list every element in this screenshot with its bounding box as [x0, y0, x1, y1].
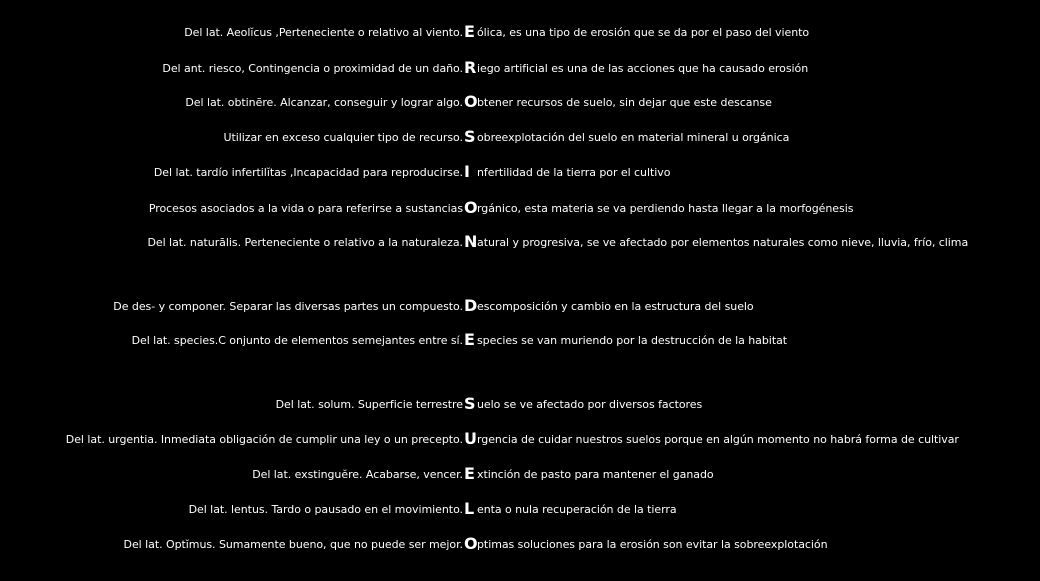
acrostic-letter: O — [464, 534, 478, 553]
acrostic-letter: U — [464, 429, 477, 448]
acrostic-letter: E — [464, 464, 475, 483]
acrostic-letter: S — [464, 127, 476, 146]
row-phrase: rgencia de cuidar nuestros suelos porque en algún momento no habrá forma de cultivar — [477, 433, 959, 446]
acrostic-letter: S — [464, 394, 476, 413]
acrostic-letter: D — [464, 296, 478, 315]
acrostic-row — [0, 500, 1040, 520]
acrostic-letter: I — [464, 162, 470, 181]
acrostic-letter: N — [464, 232, 478, 251]
row-definition: Del lat. obtinēre. Alcanzar, conseguir y lograr algo. — [185, 96, 463, 109]
row-definition: Del lat. Optĭmus. Sumamente bueno, que no puede ser mejor. — [123, 538, 463, 551]
acrostic-letter: O — [464, 92, 478, 111]
acrostic-row — [0, 93, 1040, 113]
row-phrase: enta o nula recuperación de la tierra — [477, 503, 677, 516]
row-phrase: iego artificial es una de las acciones que ha causado erosión — [477, 62, 809, 75]
row-definition: Procesos asociados a la vida o para referirse a sustancias — [148, 202, 463, 215]
row-phrase: btener recursos de suelo, sin dejar que este descanse — [477, 96, 772, 109]
row-definition: Del ant. riesco, Contingencia o proximidad de un daño. — [162, 62, 463, 75]
row-phrase: ólica, es una tipo de erosión que se da por el paso del viento — [477, 26, 810, 39]
row-phrase: species se van muriendo por la destrucción de la habitat — [477, 334, 788, 347]
row-phrase: ptimas soluciones para la erosión son evitar la sobreexplotación — [477, 538, 828, 551]
row-definition: Del lat. exstinguĕre. Acabarse, vencer. — [252, 468, 463, 481]
acrostic-row — [0, 199, 1040, 219]
acrostic-row — [0, 465, 1040, 485]
row-definition: Del lat. Aeolĭcus ,Perteneciente o relativo al viento. — [184, 26, 463, 39]
row-definition: Del lat. naturālis. Perteneciente o relativo a la naturaleza. — [147, 236, 463, 249]
acrostic-row — [0, 430, 1040, 450]
row-phrase: nfertilidad de la tierra por el cultivo — [477, 166, 671, 179]
row-definition: Del lat. urgentia. Inmediata obligación de cumplir una ley o un precepto. — [65, 433, 463, 446]
row-phrase: xtinción de pasto para mantener el ganado — [477, 468, 714, 481]
row-definition: De des- y componer. Separar las diversas partes un compuesto. — [113, 300, 463, 313]
acrostic-letter: E — [464, 22, 475, 41]
row-phrase: obreexplotación del suelo en material mineral u orgánica — [477, 131, 790, 144]
acrostic-row — [0, 59, 1040, 79]
acrostic-row — [0, 535, 1040, 555]
acrostic-row — [0, 233, 1040, 253]
row-phrase: escomposición y cambio en la estructura del suelo — [477, 300, 754, 313]
acrostic-row — [0, 395, 1040, 415]
acrostic-row — [0, 297, 1040, 317]
row-definition: Del lat. species.C onjunto de elementos semejantes entre sí. — [131, 334, 463, 347]
acrostic-letter: O — [464, 198, 478, 217]
row-phrase: atural y progresiva, se ve afectado por elementos naturales como nieve, lluvia, frío, clima — [477, 236, 969, 249]
acrostic-letter: R — [464, 58, 477, 77]
acrostic-row — [0, 23, 1040, 43]
row-definition: Del lat. lentus. Tardo o pausado en el movimiento. — [188, 503, 463, 516]
row-phrase: uelo se ve afectado por diversos factores — [477, 398, 703, 411]
row-definition: Del lat. solum. Superficie terrestre — [275, 398, 463, 411]
acrostic-row — [0, 331, 1040, 351]
acrostic-row — [0, 163, 1040, 183]
row-definition: Utilizar en exceso cualquier tipo de recurso. — [223, 131, 463, 144]
acrostic-row — [0, 128, 1040, 148]
acrostic-letter: E — [464, 330, 475, 349]
row-phrase: rgánico, esta materia se va perdiendo hasta llegar a la morfogénesis — [477, 202, 854, 215]
acrostic-letter: L — [464, 499, 475, 518]
row-definition: Del lat. tardío infertilĭtas ,Incapacidad para reproducirse. — [153, 166, 463, 179]
